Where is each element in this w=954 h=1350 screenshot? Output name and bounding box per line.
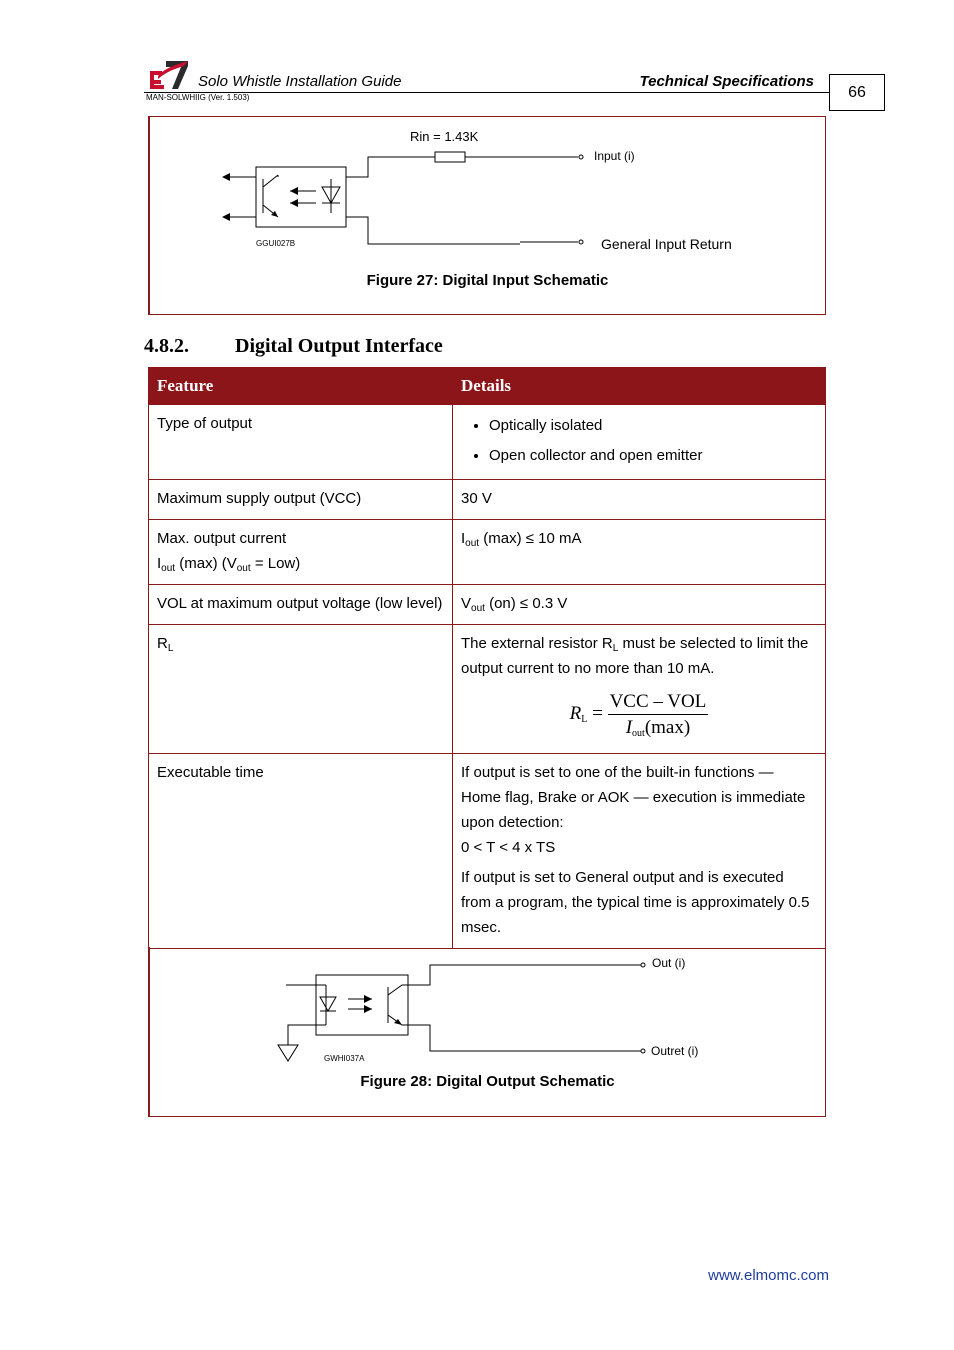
time-paragraph-2: If output is set to General output and is executed from a program, the typical time is approximately 0.5 msec. <box>461 869 810 936</box>
time-paragraph-1: If output is set to one of the built-in functions — Home flag, Brake or AOK — execution is immediate upon detection: <box>461 764 806 831</box>
current-feature-line1: Max. output current <box>157 530 287 547</box>
outret-label: Outret (i) <box>651 1044 699 1058</box>
figure-27-ref-code: GGUI027B <box>256 239 296 248</box>
section-number: 4.8.2. <box>144 335 189 357</box>
out-label: Out (i) <box>652 956 686 970</box>
current-feature-line2: $I_{out}$ (max) $(V_{out} = Low)$ <box>157 555 301 574</box>
row-vol-details: $V_{out}$ (on) ≤ 0.3 V <box>453 585 826 625</box>
guide-title: Solo Whistle Installation Guide <box>198 73 402 90</box>
figure-27-caption: Figure 27: Digital Input Schematic <box>366 272 609 289</box>
resistor-label: Rin = 1.43K <box>410 129 479 144</box>
row-time-details <box>453 754 826 949</box>
row-time-feature: Executable time <box>149 754 453 949</box>
table-header-row <box>149 368 826 405</box>
digital-output-spec-table <box>148 367 826 949</box>
row-vol-feature: VOL at maximum output voltage (low level) <box>149 585 453 625</box>
figure-27-box <box>148 116 826 315</box>
header-details: Details <box>453 368 826 405</box>
list-item: • Open collector and open emitter <box>489 441 817 471</box>
table-row <box>149 625 826 754</box>
row-current-details: $I_{out}$ (max) ≤ 10 mA <box>453 520 826 585</box>
row-type-feature: Type of output <box>149 405 453 480</box>
page-number: 66 <box>829 74 885 111</box>
input-label: Input (i) <box>594 149 635 163</box>
return-label: General Input Return <box>601 236 732 252</box>
section-title: Technical Specifications <box>639 73 814 90</box>
row-rl-details <box>453 625 826 754</box>
table-row <box>149 480 826 520</box>
section-heading: Digital Output Interface <box>235 335 443 357</box>
row-type-details <box>453 405 826 480</box>
row-current-feature <box>149 520 453 585</box>
list-item: • Optically isolated <box>489 411 817 441</box>
table-row <box>149 520 826 585</box>
table-row <box>149 754 826 949</box>
output-type-list <box>461 411 817 471</box>
document-id: MAN-SOLWHIIG (Ver. 1.503) <box>146 93 250 102</box>
website-link[interactable]: www.elmomc.com <box>708 1267 829 1284</box>
figure-28-caption: Figure 28: Digital Output Schematic <box>360 1073 615 1090</box>
row-vcc-details: 30 V <box>453 480 826 520</box>
figure-28-ref-code: GWHI037A <box>324 1054 365 1063</box>
table-row <box>149 585 826 625</box>
table-row <box>149 405 826 480</box>
header-feature: Feature <box>149 368 453 405</box>
rl-formula: $R_L$ = $\frac{\text{VCC – VOL}}{I_{out}(\max)}$ <box>569 691 707 739</box>
elmo-logo <box>148 57 190 89</box>
rl-description: The external resistor $R_L$ must be selected to limit the output current to no more than 10 mA. <box>461 635 809 677</box>
figure-28-box <box>148 947 826 1117</box>
row-vcc-feature: Maximum supply output (VCC) <box>149 480 453 520</box>
time-range: 0 < T < 4 x TS <box>461 839 556 856</box>
row-rl-feature: $R_L$ <box>149 625 453 754</box>
